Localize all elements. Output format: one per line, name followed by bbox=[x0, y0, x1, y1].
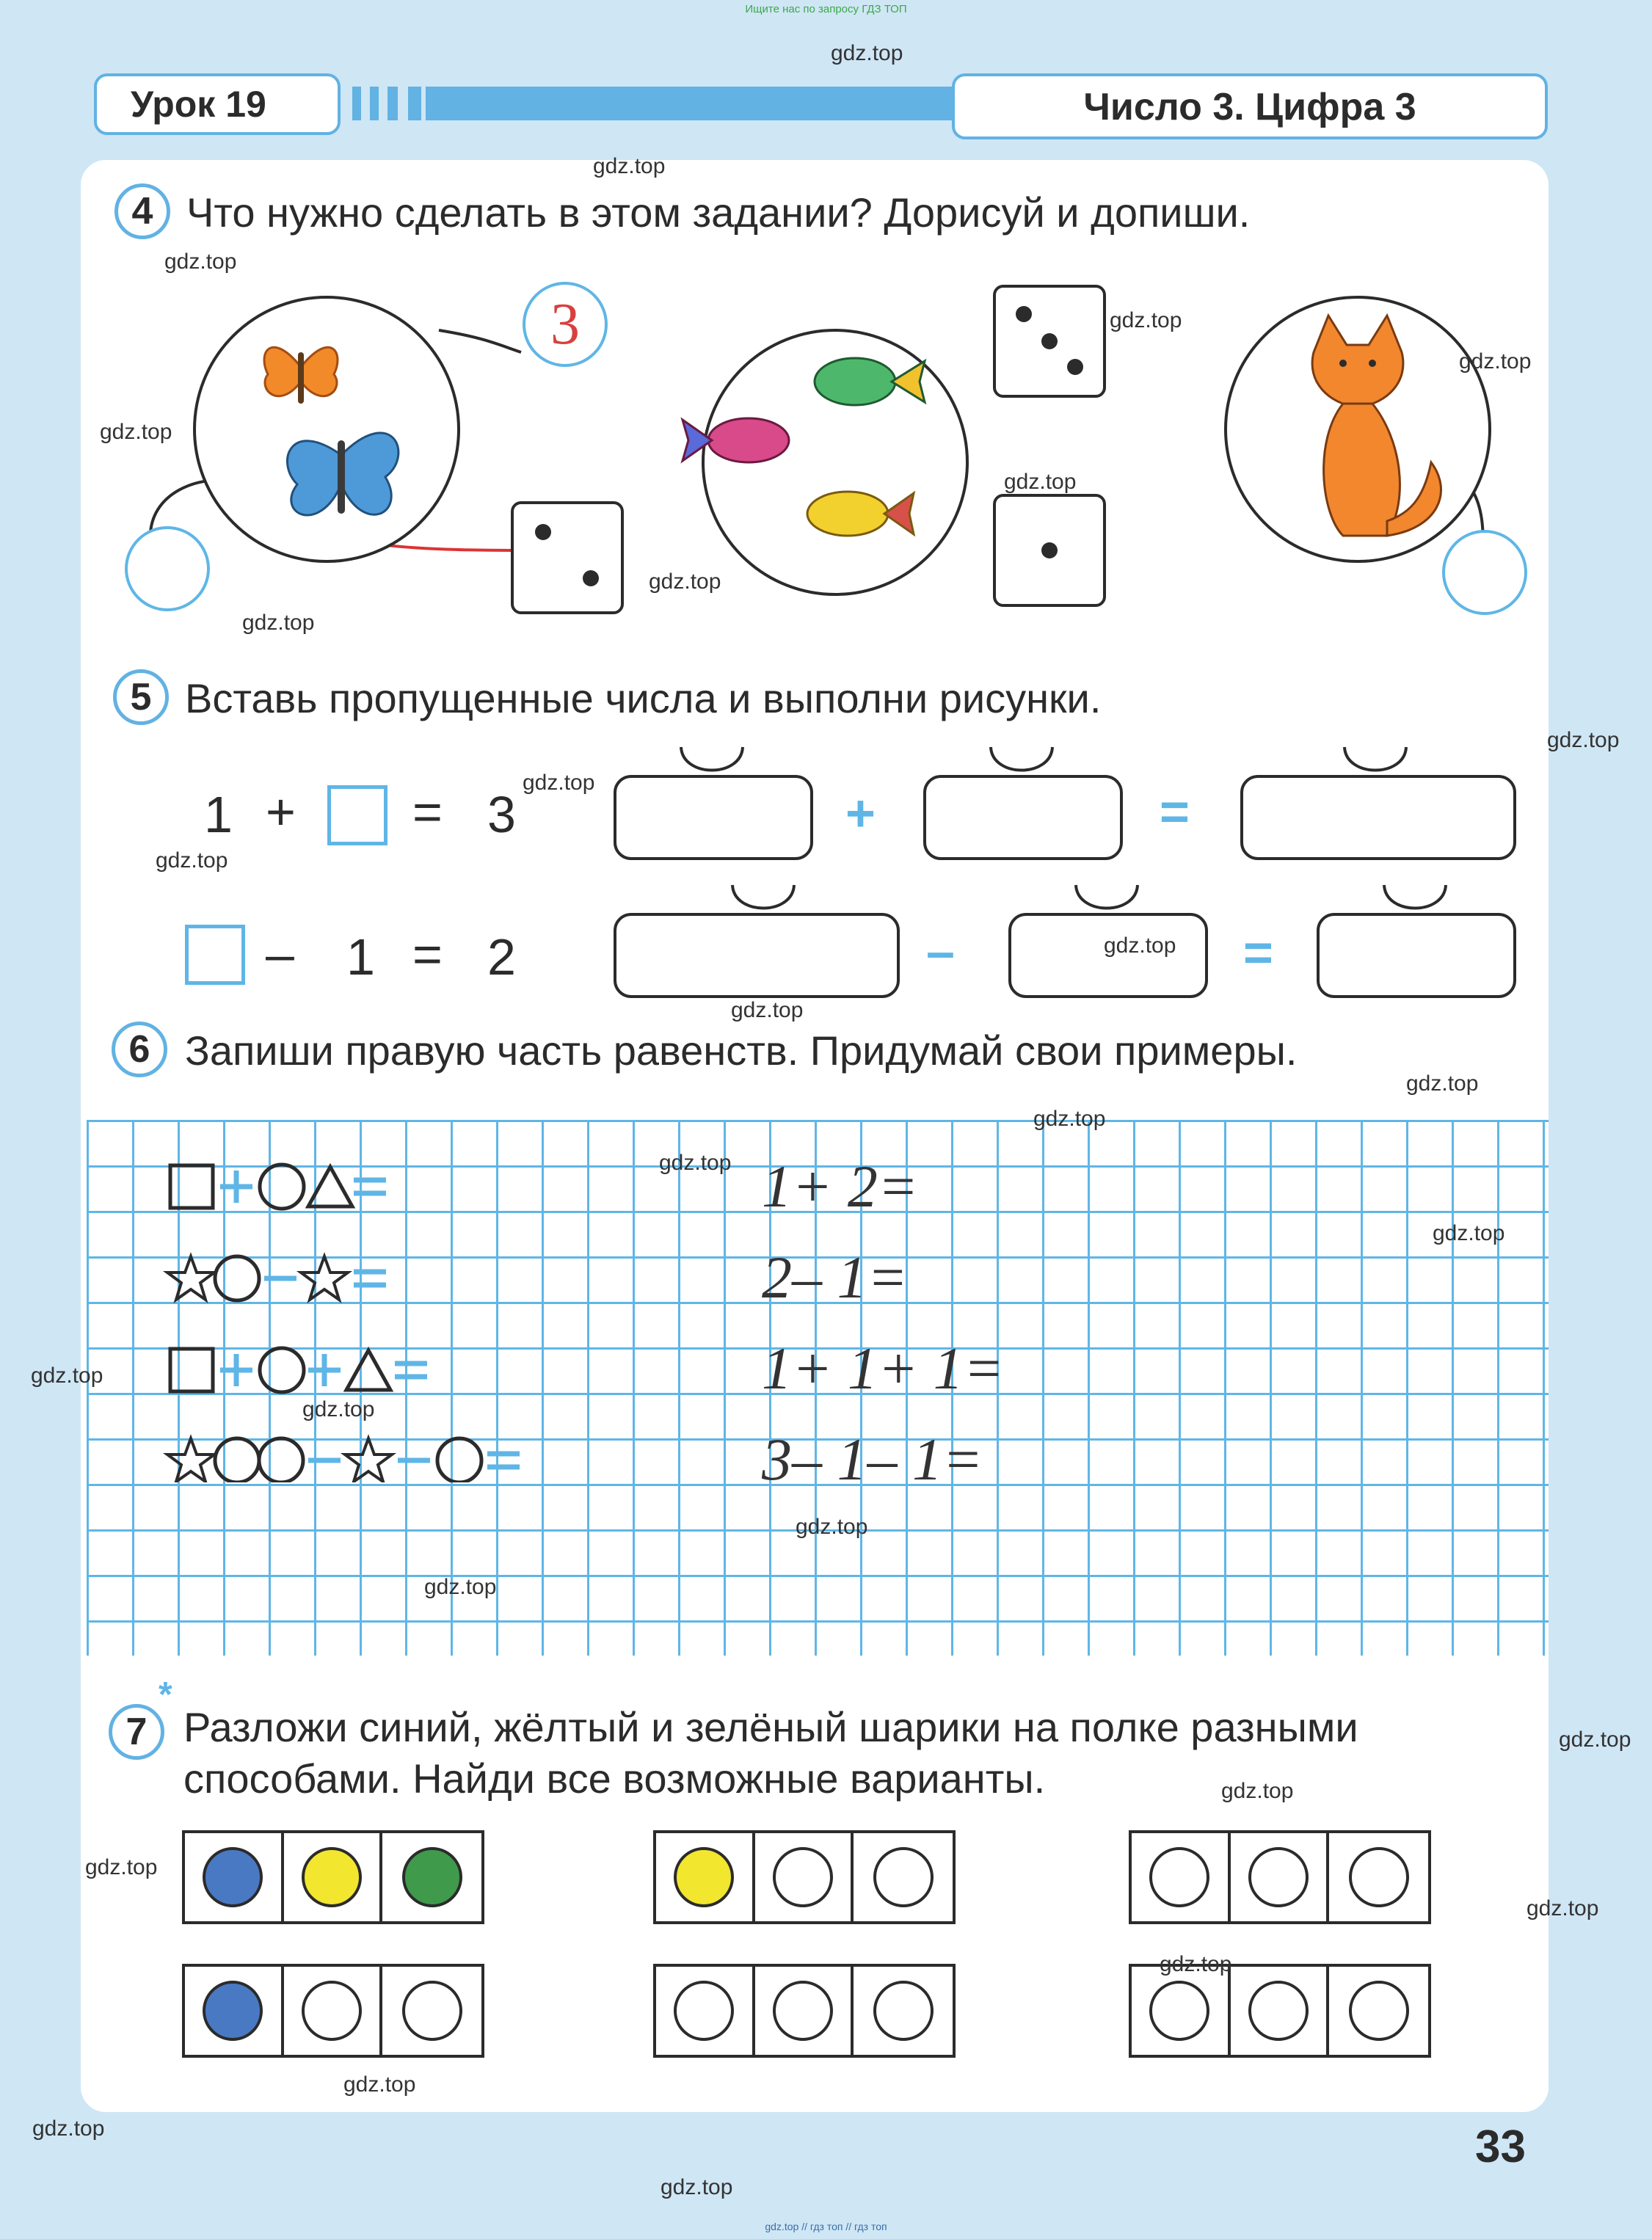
shelf-cell bbox=[755, 1833, 854, 1921]
watermark: gdz.top bbox=[731, 998, 804, 1022]
shelf-5 bbox=[653, 1964, 956, 2058]
yellow-ball bbox=[674, 1847, 734, 1907]
empty-ball[interactable] bbox=[674, 1981, 734, 2041]
empty-ball[interactable] bbox=[1149, 1847, 1209, 1907]
watermark: gdz.top bbox=[523, 771, 595, 795]
watermark: gdz.top bbox=[1527, 1896, 1599, 1921]
eq2-result: 2 bbox=[487, 928, 516, 986]
shelf-cell bbox=[1329, 1833, 1428, 1921]
watermark: gdz.top bbox=[164, 250, 237, 274]
butterfly-orange bbox=[264, 347, 338, 404]
watermark: gdz.top bbox=[649, 569, 721, 594]
watermark: gdz.top bbox=[85, 1855, 158, 1879]
shelf-cell bbox=[854, 1833, 953, 1921]
task-4-circle-number: 3 bbox=[550, 292, 580, 357]
butterfly-blue bbox=[288, 433, 399, 515]
shelf-3 bbox=[1129, 1830, 1431, 1924]
task-7-number: 7 bbox=[109, 1704, 164, 1760]
task-5-number: 5 bbox=[113, 669, 169, 725]
task-6-shape-expressions bbox=[161, 1159, 572, 1482]
watermark: gdz.top bbox=[1559, 1728, 1631, 1752]
task-6-text: Запиши правую часть равенств. Придумай свои примеры. bbox=[185, 1027, 1298, 1074]
bottom-link[interactable]: gdz.top // гдз топ // гдз топ bbox=[765, 2221, 887, 2232]
shelf-6 bbox=[1129, 1964, 1431, 2058]
shelf-1 bbox=[182, 1830, 484, 1924]
task-6-number: 6 bbox=[112, 1022, 167, 1077]
shelf-cell bbox=[755, 1967, 854, 2055]
frames-minus: – bbox=[926, 922, 955, 980]
shelf-cell bbox=[284, 1967, 383, 2055]
shelf-cell bbox=[656, 1833, 755, 1921]
empty-ball[interactable] bbox=[1349, 1847, 1409, 1907]
eq2-op: – bbox=[266, 925, 294, 983]
empty-ball[interactable] bbox=[873, 1981, 934, 2041]
watermark: gdz.top bbox=[1160, 1952, 1232, 1976]
empty-ball[interactable] bbox=[773, 1847, 833, 1907]
handwritten-row-3: 1+ 1+ 1= bbox=[762, 1335, 1005, 1402]
task-4-number: 4 bbox=[114, 183, 170, 239]
watermark: gdz.top bbox=[1104, 933, 1176, 958]
eq2-blank-box[interactable] bbox=[185, 925, 245, 985]
frames-equals-2: = bbox=[1243, 924, 1273, 981]
watermark: gdz.top bbox=[242, 611, 315, 635]
watermark: gdz.top bbox=[1433, 1221, 1505, 1245]
shelf-cell bbox=[1132, 1967, 1231, 2055]
eq1-equals: = bbox=[412, 783, 443, 840]
empty-ball[interactable] bbox=[773, 1981, 833, 2041]
watermark: gdz.top bbox=[100, 420, 172, 444]
watermark: gdz.top bbox=[31, 1364, 103, 1388]
empty-ball[interactable] bbox=[1149, 1981, 1209, 2041]
eq1-blank-box[interactable] bbox=[327, 785, 387, 845]
empty-ball[interactable] bbox=[1248, 1847, 1309, 1907]
shelf-cell bbox=[1231, 1833, 1330, 1921]
watermark: gdz.top bbox=[1033, 1107, 1106, 1131]
eq2-b: 1 bbox=[346, 928, 375, 986]
watermark: gdz.top bbox=[1459, 349, 1532, 374]
watermark: gdz.top bbox=[661, 2175, 733, 2199]
watermark: gdz.top bbox=[32, 2116, 105, 2141]
shelf-cell bbox=[1132, 1833, 1231, 1921]
watermark: gdz.top bbox=[1004, 470, 1077, 494]
shelf-cell bbox=[185, 1833, 284, 1921]
task-5-text: Вставь пропущенные числа и выполни рисунки. bbox=[185, 675, 1102, 721]
shelf-cell bbox=[185, 1967, 284, 2055]
watermark: gdz.top bbox=[343, 2072, 416, 2097]
empty-ball[interactable] bbox=[302, 1981, 362, 2041]
watermark: gdz.top bbox=[659, 1151, 732, 1175]
green-ball bbox=[402, 1847, 462, 1907]
shelf-2 bbox=[653, 1830, 956, 1924]
eq1-result: 3 bbox=[487, 786, 516, 843]
empty-ball[interactable] bbox=[1248, 1981, 1309, 2041]
watermark: gdz.top bbox=[1221, 1779, 1294, 1803]
shelf-4 bbox=[182, 1964, 484, 2058]
frames-equals-1: = bbox=[1160, 783, 1190, 840]
watermark: gdz.top bbox=[593, 154, 666, 178]
fish-pink bbox=[683, 418, 789, 462]
task-7-star: * bbox=[159, 1675, 172, 1714]
task-4-text: Что нужно сделать в этом задании? Дорисуй и допиши. bbox=[186, 189, 1251, 236]
watermark: gdz.top bbox=[1547, 728, 1620, 752]
yellow-ball bbox=[302, 1847, 362, 1907]
topic-title: Число 3. Цифра 3 bbox=[952, 73, 1548, 139]
eq1-a: 1 bbox=[204, 786, 233, 843]
eq2-equals: = bbox=[412, 925, 443, 983]
task-7-line-2: способами. Найди все возможные варианты. bbox=[183, 1755, 1046, 1802]
task-7-line-1: Разложи синий, жёлтый и зелёный шарики на полке разными bbox=[183, 1704, 1358, 1750]
blue-ball bbox=[203, 1981, 263, 2041]
watermark: gdz.top bbox=[1406, 1071, 1479, 1096]
watermark: gdz.top bbox=[156, 848, 228, 873]
lesson-label: Урок 19 bbox=[94, 73, 341, 135]
shelf-cell bbox=[382, 1967, 481, 2055]
handwritten-row-4: 3– 1– 1= bbox=[762, 1426, 983, 1493]
task-4-illustration bbox=[81, 279, 1549, 631]
eq1-op: + bbox=[266, 783, 296, 840]
handwritten-row-2: 2– 1= bbox=[762, 1244, 908, 1311]
frames-plus: + bbox=[845, 784, 876, 842]
shelf-cell bbox=[382, 1833, 481, 1921]
watermark: gdz.top bbox=[424, 1575, 497, 1599]
empty-ball[interactable] bbox=[1349, 1981, 1409, 2041]
shelf-cell bbox=[284, 1833, 383, 1921]
empty-ball[interactable] bbox=[873, 1847, 934, 1907]
watermark: gdz.top bbox=[796, 1515, 868, 1539]
shelf-cell bbox=[1231, 1967, 1330, 2055]
watermark: gdz.top bbox=[1110, 308, 1182, 332]
handwritten-row-1: 1+ 2= bbox=[762, 1153, 919, 1220]
shelf-cell bbox=[1329, 1967, 1428, 2055]
page-number: 33 bbox=[1475, 2122, 1526, 2172]
watermark: gdz.top bbox=[302, 1397, 375, 1421]
shelf-cell bbox=[854, 1967, 953, 2055]
shelf-cell bbox=[656, 1967, 755, 2055]
top-link[interactable]: Ищите нас по запросу ГДЗ ТОП bbox=[745, 3, 907, 15]
blue-ball bbox=[203, 1847, 263, 1907]
task-5-drawing-frames bbox=[602, 741, 1527, 1005]
watermark: gdz.top bbox=[831, 41, 903, 65]
empty-ball[interactable] bbox=[402, 1981, 462, 2041]
